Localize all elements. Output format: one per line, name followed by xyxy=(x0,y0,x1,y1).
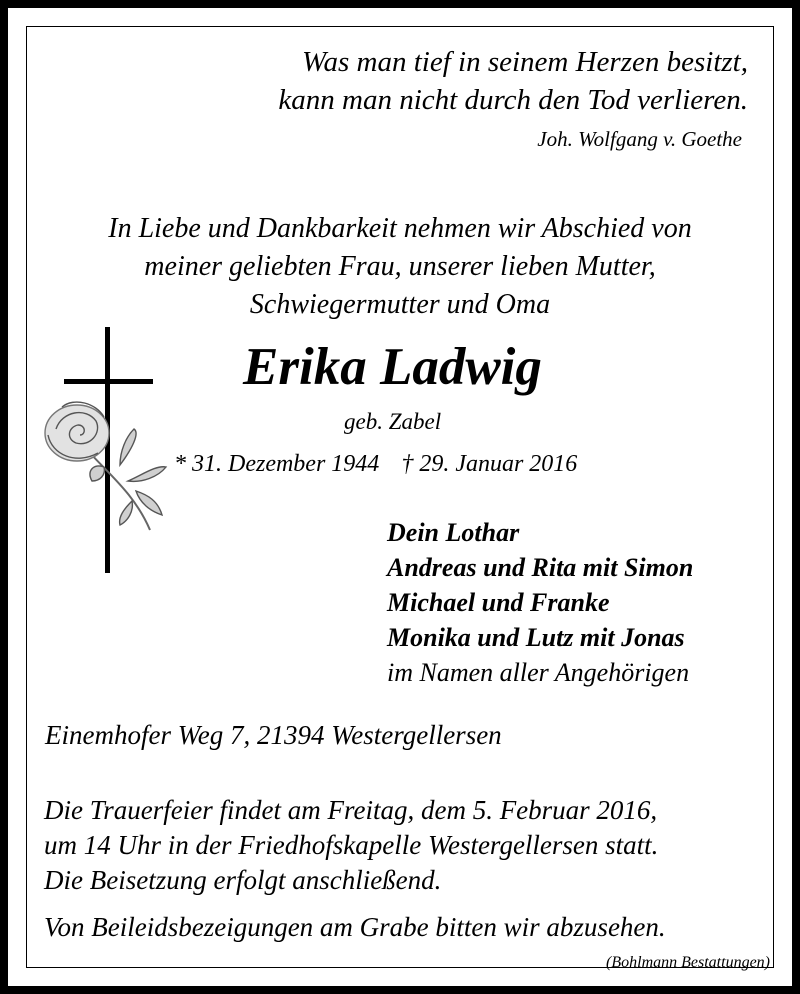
family-member: Dein Lothar xyxy=(387,518,520,547)
family-signature xyxy=(387,515,693,690)
service-line-2: um 14 Uhr in der Friedhofskapelle Westergellersen statt. xyxy=(44,830,659,860)
quote-line-2: kann man nicht durch den Tod verlieren. xyxy=(278,84,748,116)
deceased-name: Erika Ladwig xyxy=(243,338,542,396)
family-member: Michael und Franke xyxy=(387,588,610,617)
cross-and-rose-emblem xyxy=(40,325,170,580)
service-info xyxy=(44,793,658,898)
family-member: Andreas und Rita mit Simon xyxy=(387,553,694,582)
intro-line-1: In Liebe und Dankbarkeit nehmen wir Abschied von xyxy=(108,213,692,244)
family-closing: im Namen aller Angehörigen xyxy=(387,658,690,687)
service-line-3: Die Beisetzung erfolgt anschließend. xyxy=(44,865,442,895)
death-date: † 29. Januar 2016 xyxy=(401,451,578,477)
funeral-home: (Bohlmann Bestattungen) xyxy=(606,954,770,971)
intro-text xyxy=(0,210,800,324)
quote-line-1: Was man tief in seinem Herzen besitzt, xyxy=(302,46,748,78)
life-dates xyxy=(174,451,577,478)
quote-author: Joh. Wolfgang v. Goethe xyxy=(537,127,742,151)
intro-line-2: meiner geliebten Frau, unserer lieben Mutter, xyxy=(144,251,656,282)
intro-line-3: Schwiegermutter und Oma xyxy=(249,289,551,320)
service-line-1: Die Trauerfeier findet am Freitag, dem 5. Februar 2016, xyxy=(44,795,658,825)
maiden-name: geb. Zabel xyxy=(344,409,442,434)
address: Einemhofer Weg 7, 21394 Westergellersen xyxy=(45,720,502,750)
birth-date: * 31. Dezember 1944 xyxy=(174,451,380,477)
family-member: Monika und Lutz mit Jonas xyxy=(387,623,685,652)
condolence-note: Von Beileidsbezeigungen am Grabe bitten wir abzusehen. xyxy=(44,912,666,942)
